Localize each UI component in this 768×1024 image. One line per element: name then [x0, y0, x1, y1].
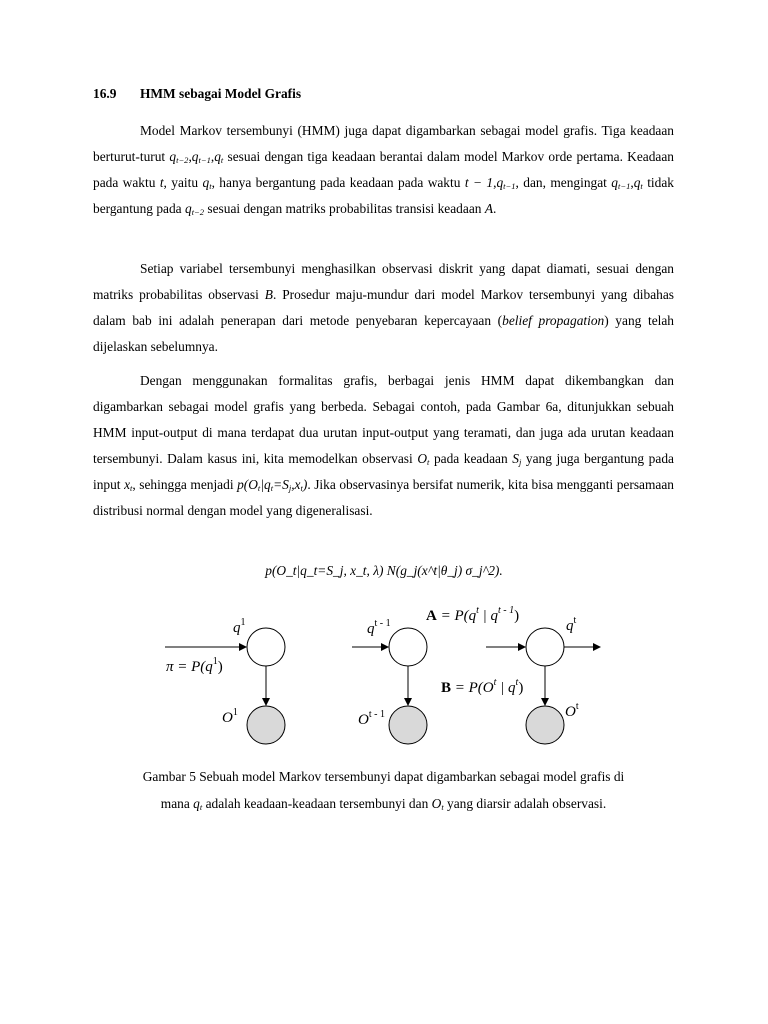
- p2-text-4: ) yang telah dijelaskan sebelumnya.: [93, 313, 674, 354]
- p1-text-7: sesuai dengan matriks probabilitas transisi keadaan: [207, 201, 482, 216]
- math-q-t-1: $q_{t-1}$: [191, 149, 211, 165]
- hmm-figure: [160, 600, 610, 750]
- math-q-t-c: $q_t$: [633, 175, 643, 191]
- math-t: t: [159, 175, 164, 190]
- p2-text-1: Setiap variabel tersembunyi menghasilkan observasi diskrit yang dapat diamati, sesuai dengan matriks probabilitas observasi: [93, 261, 674, 302]
- section-number: 16.9: [93, 86, 117, 101]
- math-t-minus-1: t − 1: [464, 175, 494, 190]
- label-B: $B = P(O^t$ | $q^t$): [441, 677, 524, 696]
- math-S-j: $S_j$: [512, 451, 522, 467]
- math-B: B: [264, 287, 273, 302]
- label-o-t-1: $O^{t - 1}$: [358, 709, 385, 728]
- hidden-node-1: [247, 628, 285, 666]
- section-heading: [93, 86, 301, 102]
- label-A: $A = P(q^t$ | $q^{t - 1}$): [426, 605, 520, 624]
- label-o-t: $O^t$: [565, 701, 579, 720]
- math-q-t-1-c: $q_{t-1}$: [611, 175, 631, 191]
- figure-caption: [93, 763, 674, 817]
- paragraph-2: [93, 256, 674, 360]
- p1-text-5: , dan, mengingat: [515, 175, 607, 190]
- p1-text-2: sesuai dengan tiga keadaan berantai dalam model Markov orde pertama. Keadaan pada waktu: [93, 149, 674, 190]
- caption-line-2: mana $q_t$ adalah keadaan-keadaan tersembunyi dan $O_t$ yang diarsir adalah observasi.: [160, 796, 607, 812]
- label-q1: $q^1$: [233, 617, 246, 636]
- math-x-t: $x_t$: [124, 477, 133, 493]
- p3-text-2: pada keadaan: [433, 451, 508, 466]
- label-q-t: $q^t$: [566, 615, 577, 634]
- p3-text-1: Dengan menggunakan formalitas grafis, berbagai jenis HMM dapat dikembangkan dan digambarkan sebagai model grafis yang berbeda. Sebagai contoh, pada Gambar 6a, ditunjukkan sebuah HMM input-output di mana terdapat dua urutan input-output yang teramati, dan juga ada urutan keadaan tersembunyi. Dalam kasus ini, kita memodelkan observasi: [93, 373, 674, 466]
- equation: p(O_t|q_t=S_j, x_t, λ) N(g_j(x^t|θ_j) σ_j^2).: [265, 563, 503, 578]
- label-o1: $O^1$: [222, 707, 238, 726]
- math-A: A: [484, 201, 494, 216]
- label-pi: $\pi = P(q^1)$: [166, 656, 223, 675]
- caption-line-1: Gambar 5 Sebuah model Markov tersembunyi dapat digambarkan sebagai model grafis di: [142, 769, 625, 784]
- p1-text-3: , yaitu: [163, 175, 199, 190]
- p1-text-6: tidak bergantung pada: [93, 175, 674, 216]
- math-q-t-b: $q_t$: [202, 175, 212, 191]
- p3-text-4: , sehingga menjadi: [132, 477, 234, 492]
- math-q-t: $q_t$: [214, 149, 224, 165]
- math-p-expr: $p(O_t|q_t=S_j,x_t)$: [237, 477, 308, 493]
- paragraph-3: [93, 368, 674, 524]
- paragraph-1: Model Markov tersembunyi (HMM) juga dapat digambarkan sebagai model grafis. Tiga keadaan berturut-turut $q_{t-2},q_{t-1},q_t$ sesuai dengan tiga keadaan berantai dalam model Markov orde pertama. Keadaan pada waktu t, yaitu $q_t$, hanya bergantung pada keadaan pada waktu $t - 1,q_{t-1}$, dan, mengingat $q_{t-1},q_t$ tidak bergantung pada $q_{t-2}$ sesuai dengan matriks probabilitas transisi keadaan A.: [93, 123, 674, 217]
- p1-text-1: Model Markov tersembunyi (HMM) juga dapat digambarkan sebagai model grafis. Tiga keadaan berturut-turut: [93, 123, 674, 164]
- math-q-t-2-b: $q_{t-2}$: [184, 201, 205, 217]
- p2-belief-propagation: belief propagation: [502, 313, 605, 328]
- p2-text-2: . Prosedur maju-mundur dari model Markov tersembunyi yang dibahas dalam bab ini adalah penerapan dari metode penyebaran kepercayaan (: [93, 287, 674, 328]
- observed-node-t: [526, 706, 564, 744]
- p3-text-3: yang juga bergantung pada input: [93, 451, 674, 492]
- hidden-node-t-1: [389, 628, 427, 666]
- observed-node-1: [247, 706, 285, 744]
- label-q-t-1: $q^{t - 1}$: [367, 618, 391, 637]
- p3-text-5: . Jika observasinya bersifat numerik, kita bisa mengganti persamaan distribusi normal dengan model yang digeneralisasi.: [93, 477, 674, 518]
- p1-text-4: , hanya bergantung pada keadaan pada waktu: [211, 175, 461, 190]
- observed-node-t-1: [389, 706, 427, 744]
- math-O-t: $O_t$: [417, 451, 430, 467]
- section-title: HMM sebagai Model Grafis: [140, 86, 302, 101]
- hidden-node-t: [526, 628, 564, 666]
- math-q-t-1-b: $q_{t-1}$: [496, 175, 516, 191]
- math-q-t-2: $q_{t-2}$: [169, 149, 189, 165]
